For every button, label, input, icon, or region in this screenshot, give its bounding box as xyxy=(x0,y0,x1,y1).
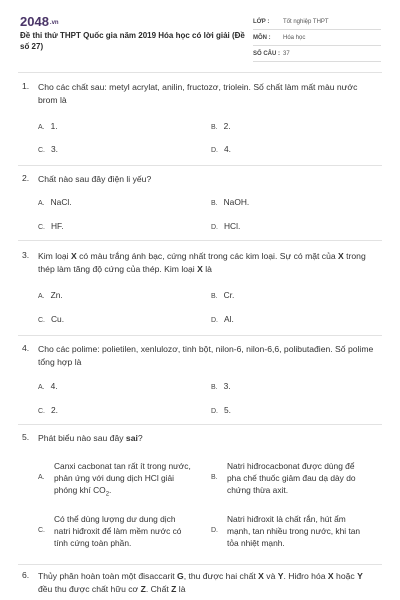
question-number: 4. xyxy=(22,343,30,353)
stem-bold: Y xyxy=(277,571,284,581)
option-a[interactable] xyxy=(38,381,58,391)
option-text: 4. xyxy=(50,381,58,391)
meta-row-subject xyxy=(253,30,381,46)
option-d[interactable] xyxy=(211,221,240,231)
option-d[interactable] xyxy=(211,314,234,324)
option-key: C. xyxy=(38,147,45,154)
option-text: HCl. xyxy=(224,221,241,231)
question-stem: Cho các chất sau: metyl acrylat, anilin, fructozơ, triolein. Số chất làm mất màu nước brom là xyxy=(38,82,358,105)
meta-row-count xyxy=(253,46,381,62)
option-line: pha chế thuốc giảm đau dạ dày do xyxy=(227,473,356,483)
divider xyxy=(18,424,382,425)
option-c[interactable] xyxy=(38,221,64,231)
question-number: 3. xyxy=(22,250,30,260)
option-c[interactable] xyxy=(38,144,58,154)
divider xyxy=(18,165,382,166)
option-text: Zn. xyxy=(50,290,63,300)
option-d[interactable] xyxy=(211,144,231,154)
divider xyxy=(18,335,382,336)
option-c[interactable] xyxy=(38,314,64,324)
stem-text: hoặc xyxy=(333,571,358,581)
meta-value: Tốt nghiệp THPT xyxy=(283,18,329,25)
stem-text: đều thu được chất hữu cơ xyxy=(38,583,141,594)
stem-text: Thủy phân hoàn toàn một đisaccarit xyxy=(38,571,178,581)
option-text: 5. xyxy=(224,405,231,415)
option-b[interactable] xyxy=(211,197,249,207)
option-b[interactable] xyxy=(211,381,231,391)
option-text: 2. xyxy=(51,405,58,415)
option-text xyxy=(54,513,208,549)
option-text: 3. xyxy=(51,144,58,154)
stem-bold: X xyxy=(327,571,334,581)
stem-bold: X xyxy=(258,571,264,581)
subscript: 2 xyxy=(105,491,110,498)
question-number: 6. xyxy=(22,570,30,580)
option-line: Natri hiđroxit là chất rắn, hút ẩm xyxy=(227,514,346,524)
option-text: 3. xyxy=(223,381,231,391)
stem-text: có màu trắng ánh bạc, cứng nhất trong các kim loại. Sự có mặt của xyxy=(76,251,339,261)
question-6 xyxy=(22,570,378,598)
option-a[interactable] xyxy=(38,197,72,207)
question-3 xyxy=(22,250,378,330)
option-d[interactable] xyxy=(211,513,379,549)
stem-text: ? xyxy=(137,433,143,443)
option-line: mạnh, tan nhiều trong nước, khi tan xyxy=(227,526,361,536)
question-stem: Cho các polime: polietilen, xenlulozơ, tinh bột, nilon-6, nilon-6,6, polibutađien. Số polime tổng hợp là xyxy=(38,344,374,367)
option-line: tỏa nhiệt mạnh. xyxy=(227,538,285,548)
stem-text: trong thép làm tăng độ cứng của thép. Kim loại xyxy=(38,251,366,274)
option-c[interactable] xyxy=(38,405,58,415)
meta-key: SỐ CÂU : xyxy=(253,50,280,57)
option-key: B. xyxy=(211,293,218,300)
stem-bold: G xyxy=(177,571,184,581)
option-line: phản ứng với dung dịch HCl giải xyxy=(54,473,175,483)
question-5 xyxy=(22,432,378,562)
option-text xyxy=(227,513,379,549)
meta-box xyxy=(253,14,381,62)
stem-bold: Y xyxy=(357,571,363,581)
question-2 xyxy=(22,173,378,237)
option-key: A. xyxy=(38,474,45,481)
option-key: B. xyxy=(211,124,218,131)
option-text: HF. xyxy=(51,221,64,231)
stem-text: , thu được hai chất xyxy=(183,571,259,581)
question-stem: Chất nào sau đây điện li yếu? xyxy=(38,174,152,184)
stem-text: và xyxy=(263,571,278,581)
option-b[interactable] xyxy=(211,460,379,496)
stem-text: Kim loại xyxy=(38,251,71,261)
option-text xyxy=(54,460,208,501)
stem-bold: Z xyxy=(171,583,177,594)
stem-bold: sai xyxy=(125,433,138,443)
option-a[interactable] xyxy=(38,290,63,300)
option-line: Natri hiđrocacbonat được dùng để xyxy=(227,461,355,471)
option-key: B. xyxy=(211,384,218,391)
stem-text: Phát biểu nào sau đây xyxy=(38,433,126,443)
stem-text: là xyxy=(176,583,186,594)
site-logo[interactable] xyxy=(20,14,59,29)
option-key: D. xyxy=(211,408,218,415)
option-a[interactable] xyxy=(38,460,208,501)
option-line: natri hiđroxit để làm mềm nước có xyxy=(54,526,182,536)
meta-value: Hóa học xyxy=(283,34,306,41)
option-key: A. xyxy=(38,384,45,391)
stem-text: . Hiđro hóa xyxy=(283,571,328,581)
option-key: A. xyxy=(38,124,45,131)
option-text: 2. xyxy=(223,121,231,131)
option-line: Có thể dùng lượng dư dung dịch xyxy=(54,514,176,524)
question-4 xyxy=(22,343,378,419)
question-stem xyxy=(38,432,378,445)
divider xyxy=(18,240,382,241)
option-line-text: phóng khí CO xyxy=(54,485,106,495)
option-b[interactable] xyxy=(211,290,234,300)
option-key: C. xyxy=(38,317,45,324)
stem-bold: X xyxy=(338,251,344,261)
document-title: Đề thi thử THPT Quốc gia năm 2019 Hóa học có lời giải (Đề số 27) xyxy=(20,31,245,51)
option-text: 1. xyxy=(50,121,58,131)
option-text: Cu. xyxy=(51,314,65,324)
question-number: 1. xyxy=(22,81,30,91)
option-line xyxy=(54,484,208,501)
meta-value: 37 xyxy=(283,50,290,57)
question-number: 2. xyxy=(22,173,30,183)
divider xyxy=(18,72,382,73)
option-text: NaOH. xyxy=(223,197,250,207)
logo-suffix: .vn xyxy=(49,19,59,26)
stem-bold: Z xyxy=(140,583,146,594)
option-line: tính cứng toàn phần. xyxy=(54,538,132,548)
option-text xyxy=(227,460,379,496)
option-key: A. xyxy=(38,293,45,300)
option-text: NaCl. xyxy=(50,197,72,207)
stem-text: . Chất xyxy=(145,583,172,594)
option-d[interactable] xyxy=(211,405,231,415)
divider xyxy=(18,564,382,565)
question-1 xyxy=(22,81,378,161)
option-key: B. xyxy=(211,200,218,207)
option-key: A. xyxy=(38,200,45,207)
question-number: 5. xyxy=(22,432,30,442)
option-key: C. xyxy=(38,527,45,534)
option-key: D. xyxy=(211,224,218,231)
question-stem xyxy=(38,250,378,275)
stem-bold: X xyxy=(197,263,203,274)
option-line: chứng thừa axit. xyxy=(227,485,289,495)
option-key: D. xyxy=(211,527,218,534)
meta-row-class xyxy=(253,14,381,30)
option-text: Cr. xyxy=(223,290,235,300)
option-line: Canxi cacbonat tan rất ít trong nước, xyxy=(54,461,191,471)
option-key: C. xyxy=(38,408,45,415)
stem-bold: X xyxy=(70,251,77,261)
option-b[interactable] xyxy=(211,121,231,131)
option-key: D. xyxy=(211,317,218,324)
logo-main: 2048 xyxy=(20,14,49,29)
option-c[interactable] xyxy=(38,513,208,549)
meta-key: MÔN : xyxy=(253,34,271,41)
option-text: 4. xyxy=(224,144,231,154)
option-key: C. xyxy=(38,224,45,231)
option-key: D. xyxy=(211,147,218,154)
question-stem xyxy=(38,570,378,595)
meta-key: LỚP : xyxy=(253,18,270,25)
option-text: Al. xyxy=(224,314,234,324)
option-key: B. xyxy=(211,474,218,481)
option-a[interactable] xyxy=(38,121,58,131)
option-line-tail: . xyxy=(109,485,112,495)
stem-text: là xyxy=(202,263,212,274)
